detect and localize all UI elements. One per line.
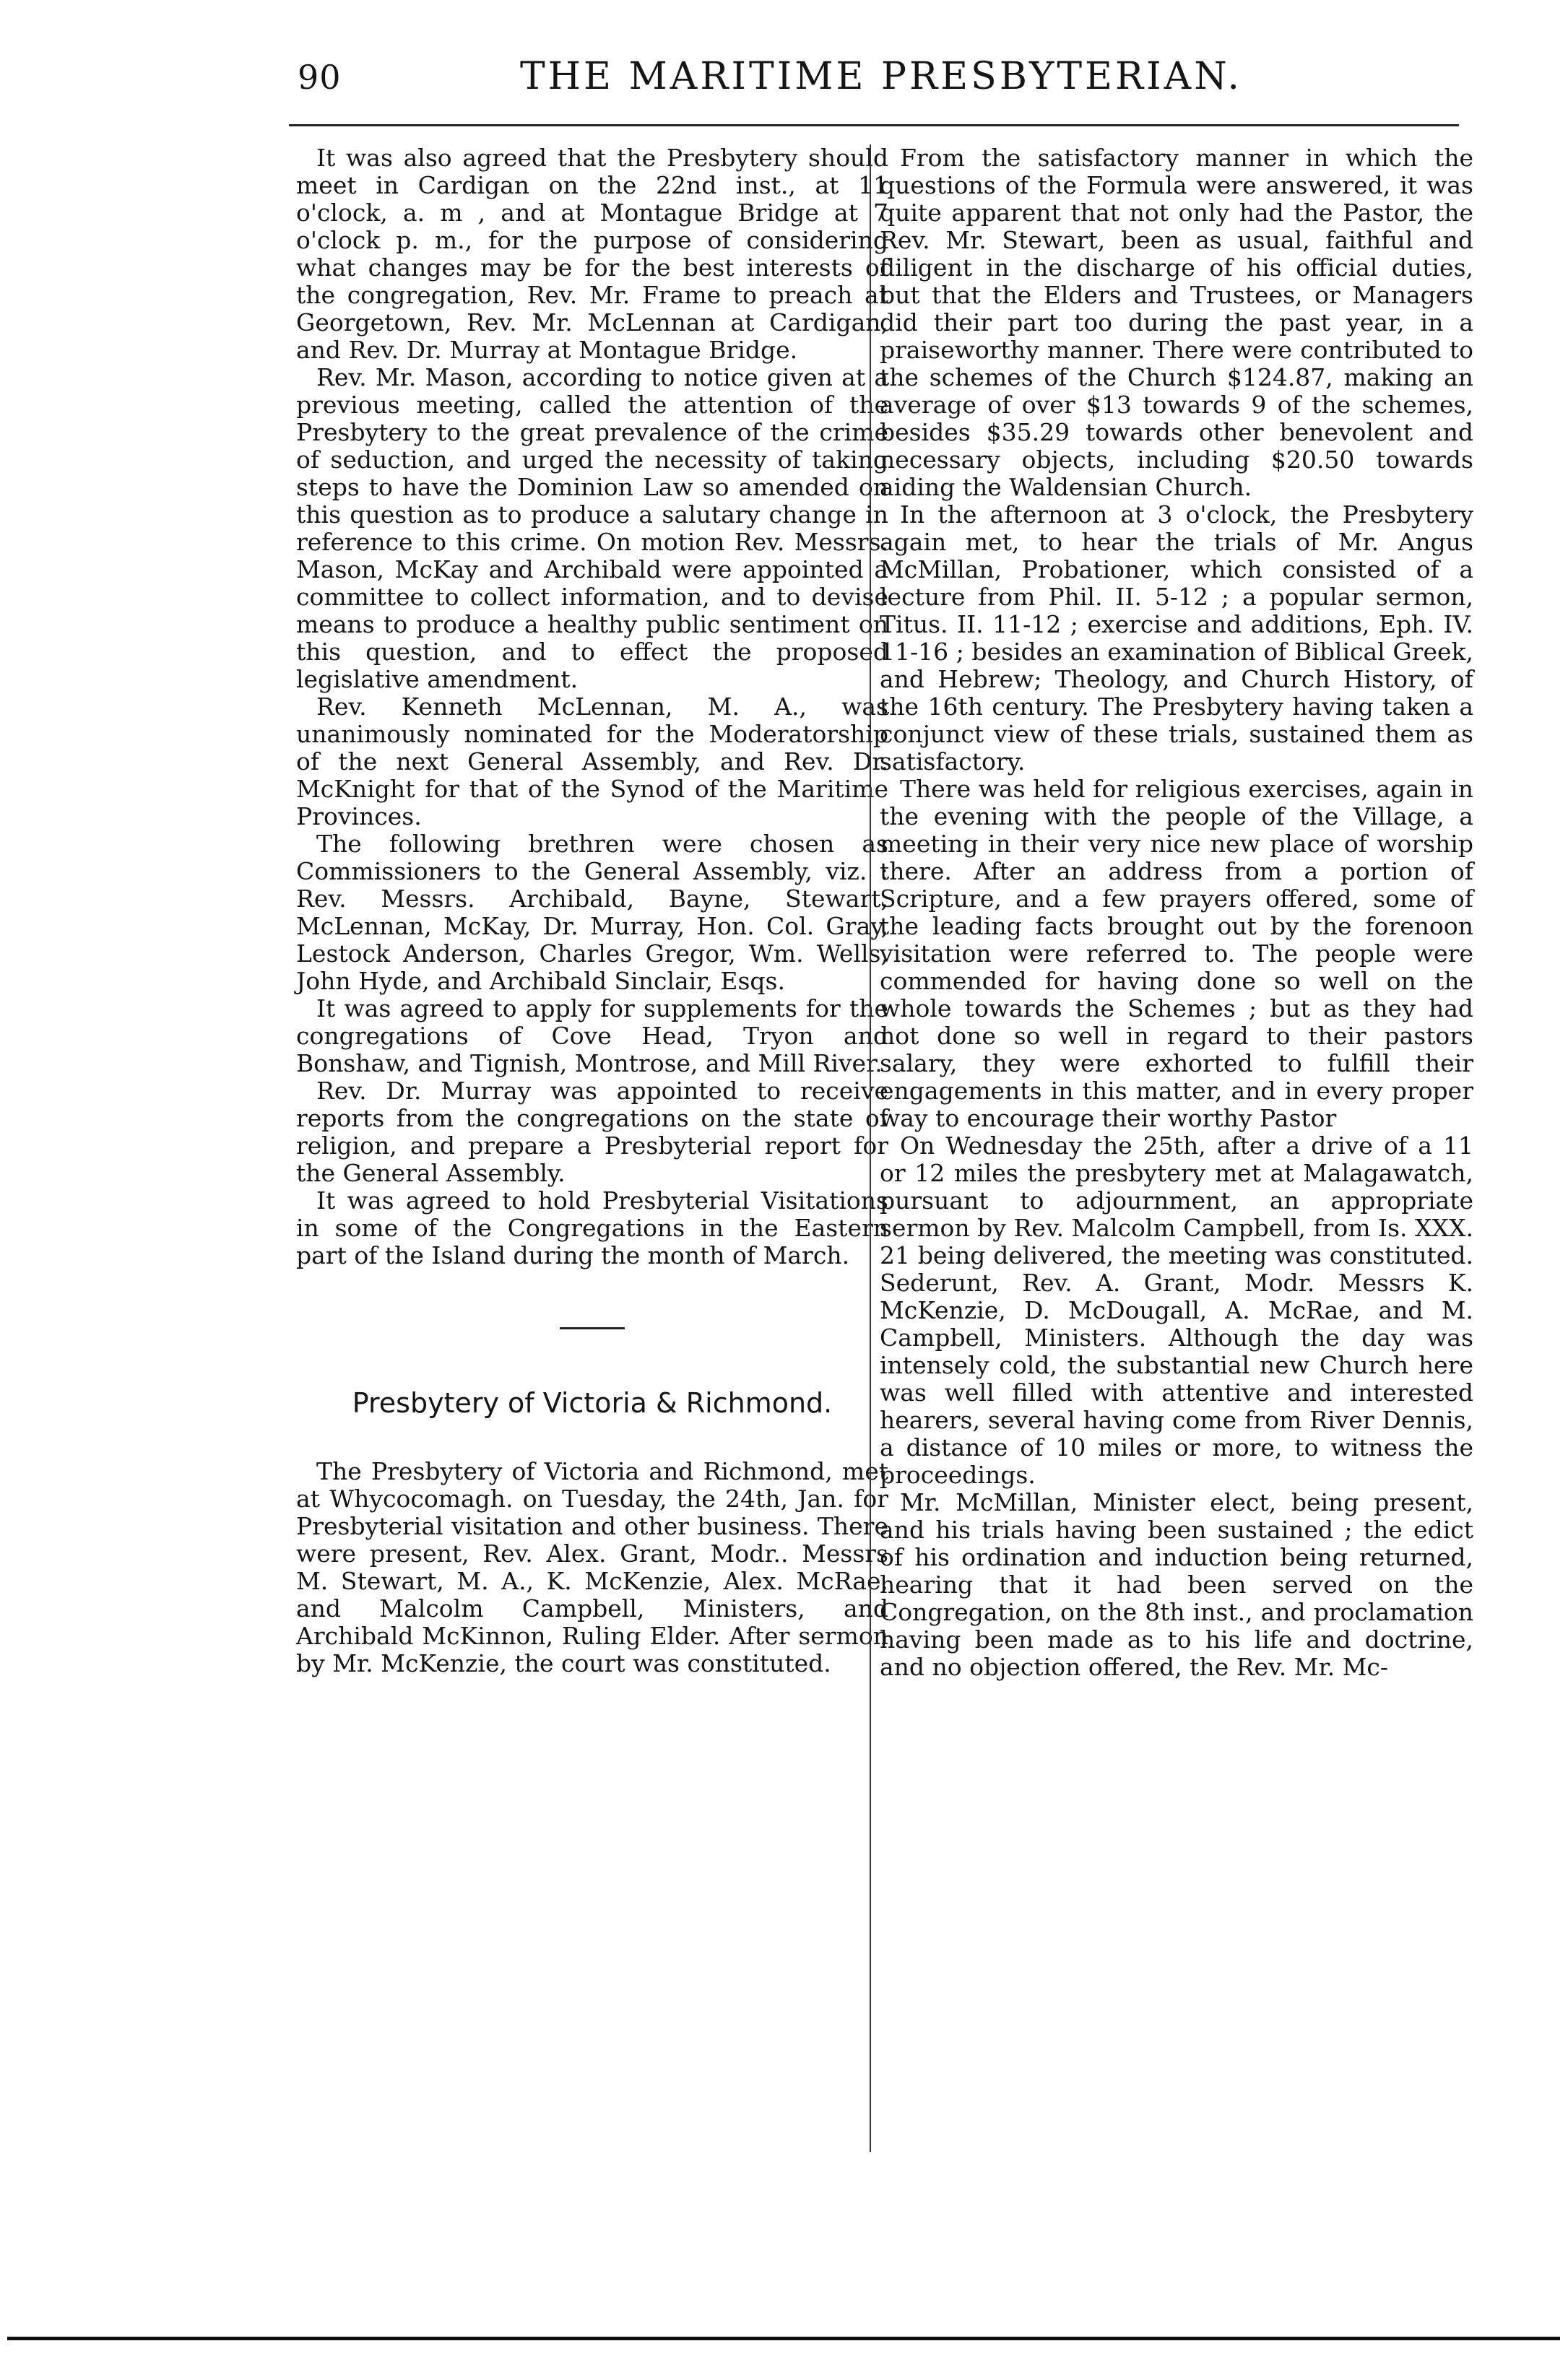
paragraph: In the afternoon at 3 o'clock, the Presbytery again met, to hear the trials of Mr. Angus McMillan, Probationer, which consisted of a lecture from Phil. II. 5-12 ; a popular sermon, Titus. II. 11-12 ; exercise and additions, Eph. IV. 11-16 ; besides an examination of Biblical Greek, and Hebrew; Theology, and Church History, of the 16th century. The Presbytery having taken a conjunct view of these trials, sustained them as satisfactory. — [880, 500, 1473, 776]
header-rule — [289, 124, 1459, 126]
paragraph: On Wednesday the 25th, after a drive of a 11 or 12 miles the presbytery met at Malagawatch, pursuant to adjournment, an appropriate sermon by Rev. Malcolm Campbell, from Is. XXX. 21 being delivered, the meeting was constituted. Sederunt, Rev. A. Grant, Modr. Messrs K. McKenzie, D. McDougall, A. McRae, and M. Campbell, Ministers. Although the day was intensely cold, the substantial new Church here was well filled with attentive and interested hearers, several having come from River Dennis, a distance of 10 miles or more, to witness the proceedings. — [880, 1132, 1473, 1489]
right-column — [880, 144, 1473, 1681]
paragraph: The following brethren were chosen as Commissioners to the General Assembly, viz. : Rev. Messrs. Archibald, Bayne, Stewart, McLennan, McKay, Dr. Murray, Hon. Col. Gray, Lestock Anderson, Charles Gregor, Wm. Wells, John Hyde, and Archibald Sinclair, Esqs. — [296, 830, 888, 995]
left-column — [296, 144, 888, 1677]
paragraph: Rev. Dr. Murray was appointed to receive reports from the congregations on the state of religion, and prepare a Presbyterial report for the General Assembly. — [296, 1077, 888, 1187]
paragraph: It was also agreed that the Presbytery should meet in Cardigan on the 22nd inst., at 11 o'clock, a. m , and at Montague Bridge at 7 o'clock p. m., for the purpose of considering what changes may be for the best interests of the congregation, Rev. Mr. Frame to preach at Georgetown, Rev. Mr. McLennan at Cardigan, and Rev. Dr. Murray at Montague Bridge. — [296, 144, 888, 364]
section-heading: Presbytery of Victoria & Richmond. — [352, 1387, 833, 1419]
column-divider — [870, 144, 871, 2152]
paragraph: It was agreed to hold Presbyterial Visitations in some of the Congregations in the Eastern part of the Island during the month of March. — [296, 1186, 888, 1269]
paragraph: The Presbytery of Victoria and Richmond, met at Whycocomagh. on Tuesday, the 24th, Jan. for Presbyterial visitation and other business. There were present, Rev. Alex. Grant, Modr.. Messrs M. Stewart, M. A., K. McKenzie, Alex. McRae, and Malcolm Campbell, Ministers, and Archibald McKinnon, Ruling Elder. After sermon by Mr. McKenzie, the court was constituted. — [296, 1457, 888, 1677]
paragraph: Rev. Kenneth McLennan, M. A., was unanimously nominated for the Moderatorship of the next General Assembly, and Rev. Dr. McKnight for that of the Synod of the Maritime Provinces. — [296, 692, 888, 830]
paragraph: Rev. Mr. Mason, according to notice given at a previous meeting, called the attention of the Presbytery to the great prevalence of the crime of seduction, and urged the necessity of taking steps to have the Dominion Law so amended on this question as to produce a salutary change in reference to this crime. On motion Rev. Messrs. Mason, McKay and Archibald were appointed a committee to collect information, and to devise means to produce a healthy public sentiment on this question, and to effect the proposed legislative amendment. — [296, 363, 888, 693]
page-bottom-rule — [7, 2337, 1560, 2340]
running-title: THE MARITIME PRESBYTERIAN. — [520, 55, 1242, 98]
paragraph: From the satisfactory manner in which the questions of the Formula were answered, it was quite apparent that not only had the Pastor, the Rev. Mr. Stewart, been as usual, faithful and diligent in the discharge of his official duties, but that the Elders and Trustees, or Managers did their part too during the past year, in a praiseworthy manner. There were contributed to the schemes of the Church $124.87, making an average of over $13 towards 9 of the schemes, besides $35.29 towards other benevolent and necessary objects, including $20.50 towards aiding the Waldensian Church. — [880, 144, 1473, 501]
paragraph: It was agreed to apply for supplements for the congregations of Cove Head, Tryon and Bonshaw, and Tignish, Montrose, and Mill River. — [296, 994, 888, 1077]
page-number: 90 — [298, 58, 342, 97]
section-divider-rule — [560, 1327, 625, 1329]
paragraph: Mr. McMillan, Minister elect, being present, and his trials having been sustained ; the edict of his ordination and induction being returned, hearing that it had been served on the Congregation, on the 8th inst., and proclamation having been made as to his life and doctrine, and no objection offered, the Rev. Mr. Mc- — [880, 1488, 1473, 1681]
paragraph: There was held for religious exercises, again in the evening with the people of the Village, a meeting in their very nice new place of worship there. After an address from a portion of Scripture, and a few prayers offered, some of the leading facts brought out by the forenoon visitation were referred to. The people were commended for having done so well on the whole towards the Schemes ; but as they had not done so well in regard to their pastors salary, they were exhorted to fulfill their engagements in this matter, and in every proper way to encourage their worthy Pastor — [880, 775, 1473, 1132]
